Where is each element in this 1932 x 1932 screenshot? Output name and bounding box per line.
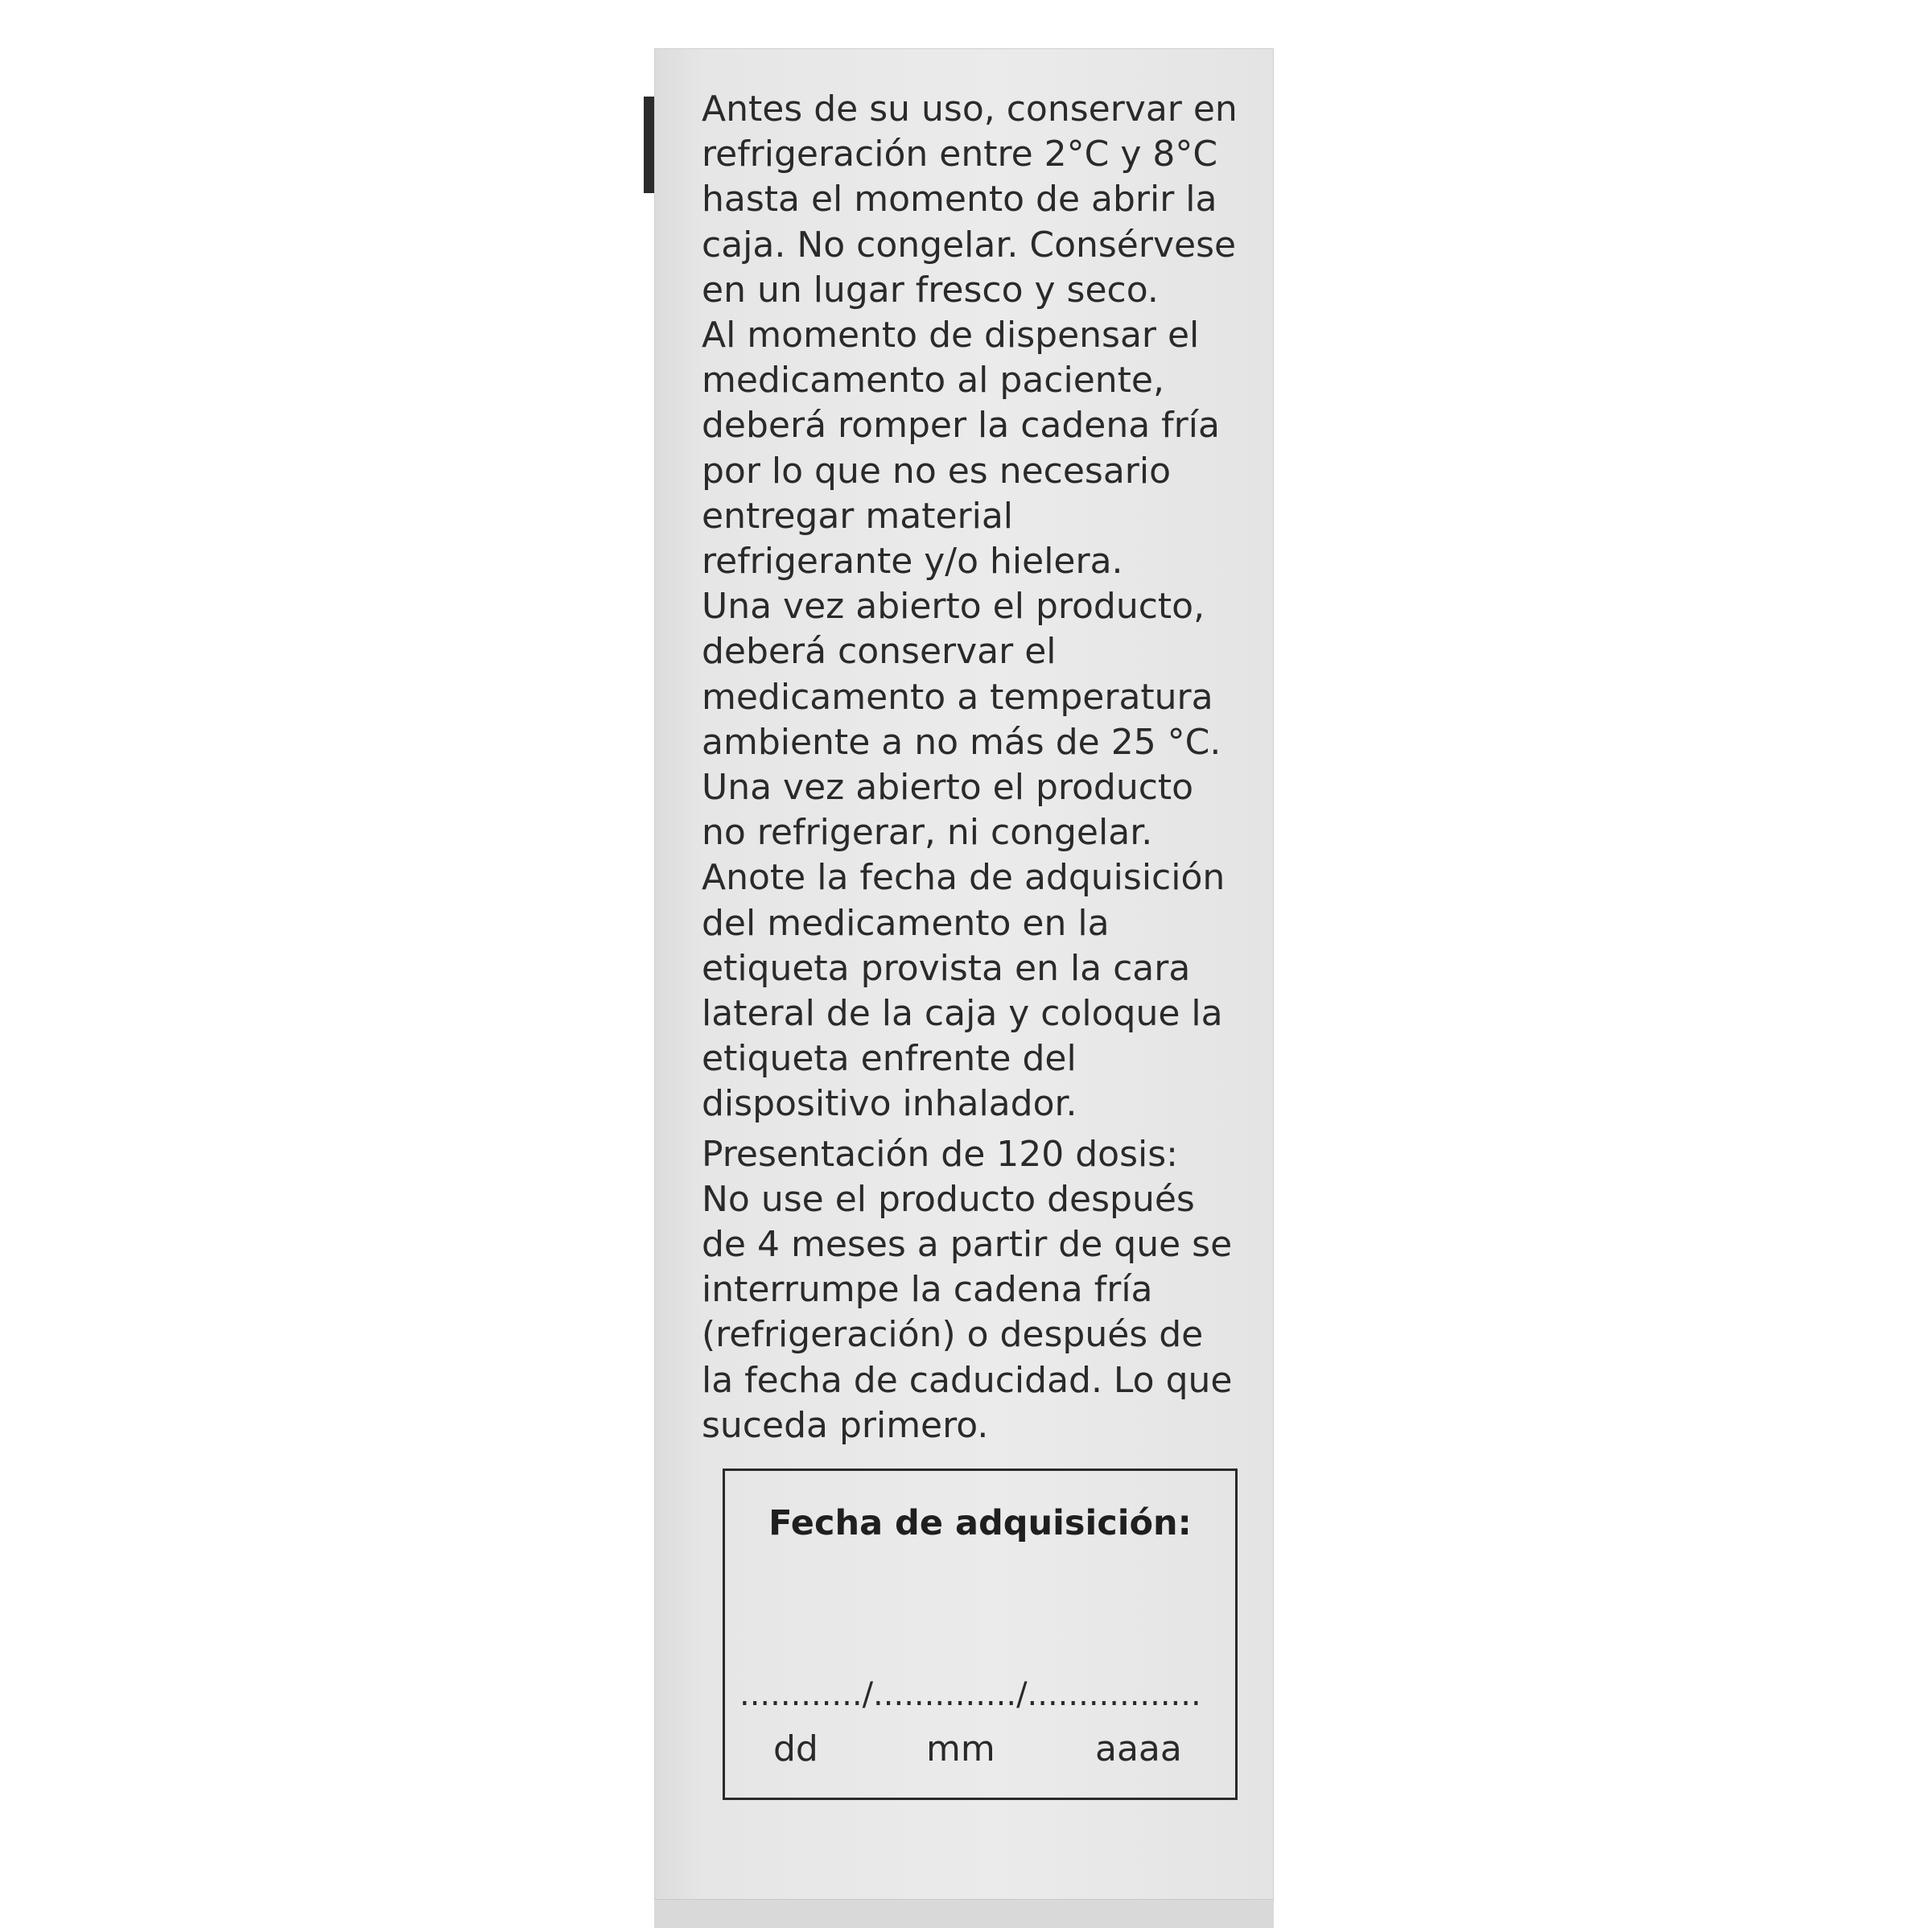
year-label: aaaa	[1095, 1728, 1182, 1769]
box-bottom-edge	[654, 1899, 1274, 1928]
day-label: dd	[773, 1728, 818, 1769]
instruction-after-opening: Una vez abierto el producto, deberá conservar el medicamento a temperatura ambiente a no más de 25 °C.	[702, 586, 1221, 763]
instruction-storage-refrigeration: Antes de su uso, conservar en refrigeración entre 2°C y 8°C hasta el momento de abrir la caja. No congelar. Consérvese en un lugar fresco y seco.	[702, 89, 1238, 311]
date-field-labels	[725, 1728, 1235, 1777]
acquisition-date-title: Fecha de adquisición:	[768, 1503, 1192, 1543]
instruction-cold-chain: Al momento de dispensar el medicamento al paciente, deberá romper la cadena fría por lo que no es necesario entregar material refrigerante y/o hielera.	[702, 315, 1220, 583]
acquisition-date-box	[723, 1469, 1238, 1800]
box-left-edge	[644, 97, 655, 193]
storage-instructions	[702, 87, 1265, 1448]
date-fill-line: ............/............../.................	[739, 1676, 1201, 1713]
instruction-note-date: Anote la fecha de adquisición del medicamento en la etiqueta provista en la cara lateral de la caja y coloque la etiqueta enfrente del dispositivo inhalador.	[702, 857, 1226, 1125]
instruction-120-doses: Presentación de 120 dosis: No use el producto después de 4 meses a partir de que se interrumpe la cadena fría (refrigeración) o después de la fecha de caducidad. Lo que suceda primero.	[702, 1133, 1233, 1446]
instruction-no-refrigerate: Una vez abierto el producto no refrigerar, ni congelar.	[702, 767, 1194, 854]
month-label: mm	[926, 1728, 995, 1769]
